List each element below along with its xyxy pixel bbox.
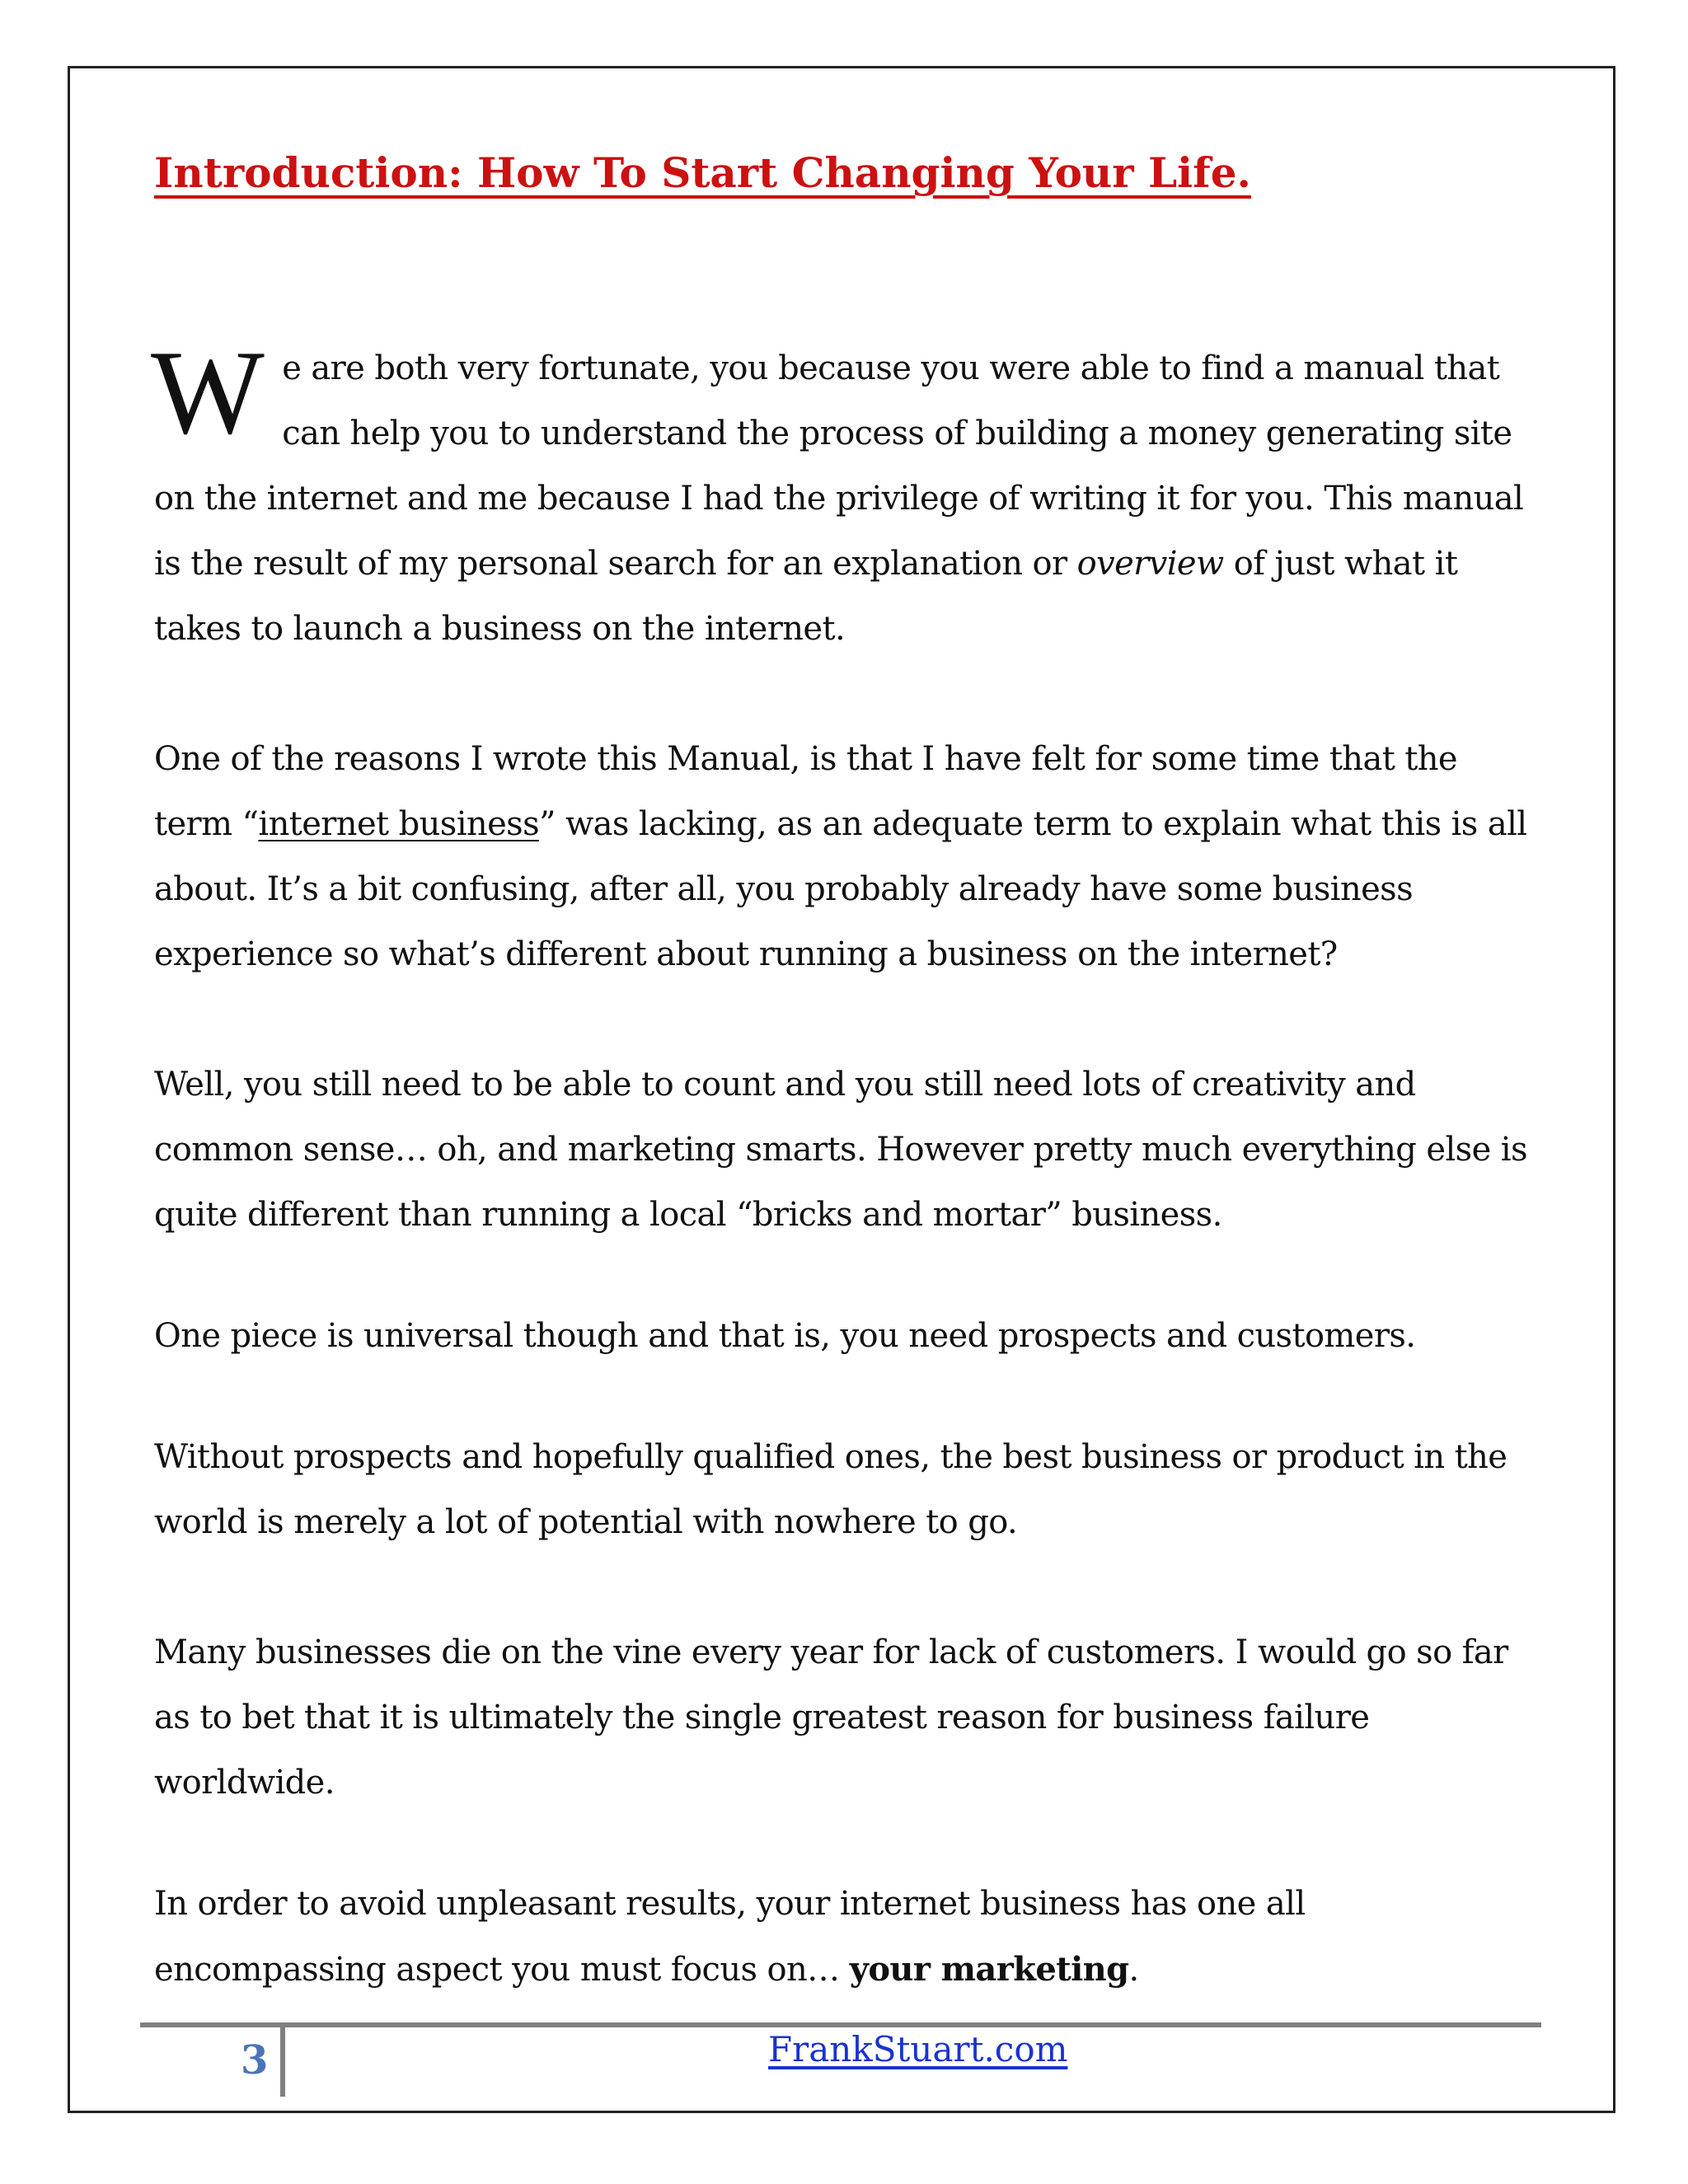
intro-text-a: e are both very fortunate, you because you were able to find a manual that can help you to understand the process of building a money generating site on the internet and me because I had the privilege of writing it for you. This manual is the result of my personal search for an explanation or	[154, 349, 1524, 583]
intro-text-b: of just what it takes to launch a business on the internet.	[154, 545, 1458, 648]
reasons-text-a: One of the reasons I wrote this Manual, is that I have felt for some time that the term “	[154, 740, 1457, 843]
reasons-text-b: ” was lacking, as an adequate term to explain what this is all about. It’s a bit confusing, after all, you probably already have some business experience so what’s different about running a business on the internet?	[154, 805, 1527, 973]
page-number: 3	[241, 2037, 269, 2083]
marketing-paragraph	[154, 1872, 1539, 2003]
intro-paragraph-wrapper	[151, 326, 1539, 662]
document-body	[151, 148, 1539, 2003]
footer-divider	[280, 2027, 285, 2097]
prospects-paragraph: Without prospects and hopefully qualified ones, the best business or product in the world is merely a lot of potential with nowhere to go.	[154, 1438, 1507, 1541]
universal-paragraph: One piece is universal though and that is, you need prospects and customers.	[154, 1317, 1416, 1355]
marketing-text-a: In order to avoid unpleasant results, your internet business has one all encompassing aspect you must focus on…	[154, 1885, 1306, 1989]
footer-site-link[interactable]: FrankStuart.com	[768, 2029, 1068, 2069]
marketing-text-b: .	[1128, 1951, 1139, 1989]
page-title: Introduction: How To Start Changing Your Life.	[154, 148, 1251, 197]
intro-paragraph	[151, 326, 1539, 662]
creativity-paragraph: Well, you still need to be able to count and you still need lots of creativity and common sense… oh, and marketing smarts. However pretty much everything else is quite different than running a local “bricks and mortar” business.	[154, 1066, 1527, 1234]
drop-cap: W	[151, 326, 265, 459]
marketing-bold: your marketing	[849, 1950, 1129, 1989]
failure-paragraph: Many businesses die on the vine every year for lack of customers. I would go so far as to bet that it is ultimately the single greatest reason for business failure worldwide.	[154, 1633, 1508, 1802]
footer-rule	[140, 2022, 1541, 2027]
reasons-paragraph	[154, 727, 1539, 987]
intro-italic-word: overview	[1076, 545, 1224, 583]
internet-business-term: internet business	[258, 805, 539, 843]
